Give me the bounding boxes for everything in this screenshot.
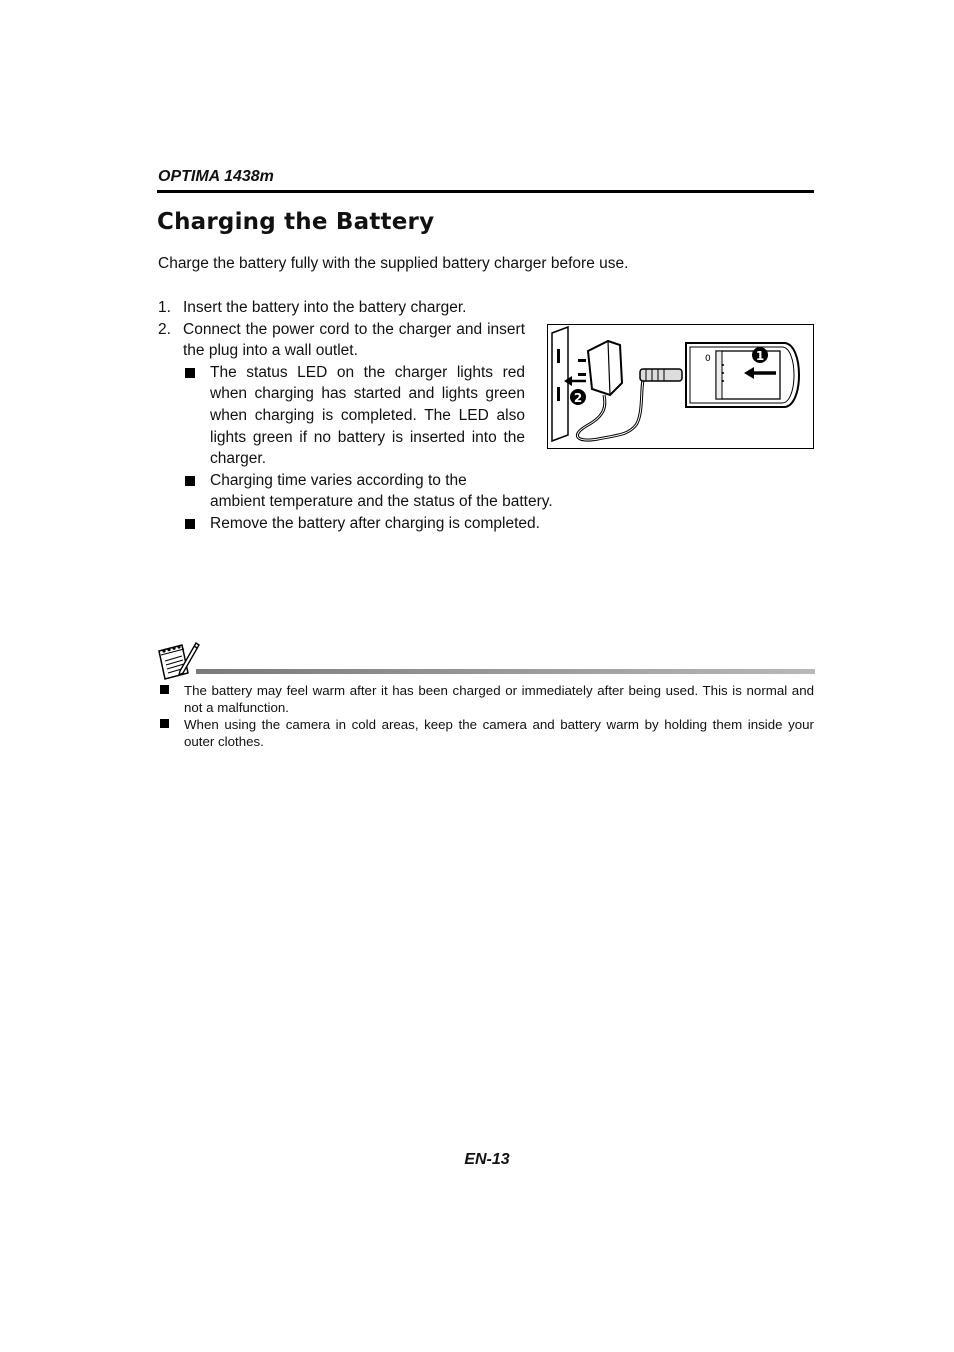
marker-2-label: 2 <box>573 391 583 405</box>
square-bullet-icon <box>185 368 195 378</box>
notes-list <box>158 682 814 750</box>
square-bullet-icon <box>185 476 195 486</box>
plug-prong <box>578 373 586 376</box>
page-number: EN-13 <box>464 1151 510 1168</box>
step-number: 1. <box>158 299 171 316</box>
step-item <box>158 319 525 362</box>
bullet-item <box>183 362 525 470</box>
square-bullet-icon <box>185 519 195 529</box>
bullet-item <box>183 470 610 513</box>
note-item <box>158 716 814 750</box>
page-title: Charging the Battery <box>157 209 435 235</box>
step-text: Insert the battery into the battery charger. <box>183 299 467 316</box>
note-divider <box>196 669 815 674</box>
square-bullet-icon <box>160 685 169 694</box>
note-icon <box>156 641 200 683</box>
steps-list <box>158 297 553 535</box>
outlet-slot <box>557 349 560 363</box>
battery-label: 0 <box>705 354 711 364</box>
step-item <box>158 297 525 319</box>
note-item <box>158 682 814 716</box>
header-rule <box>157 190 814 193</box>
charger-diagram <box>548 325 813 448</box>
intro-paragraph: Charge the battery fully with the supplied battery charger before use. <box>158 255 629 272</box>
charger-illustration <box>547 324 814 449</box>
step-number: 2. <box>158 320 171 338</box>
page-footer <box>0 1151 954 1169</box>
wall-outlet <box>552 327 568 441</box>
marker-1-label: 1 <box>755 349 765 363</box>
note-text: The battery may feel warm after it has been charged or immediately after being used. This is normal and not a malfunction. <box>184 683 814 715</box>
bullet-text: Charging time varies according to the ambient temperature and the status of the battery. <box>210 471 553 511</box>
square-bullet-icon <box>160 719 169 728</box>
plug-adapter <box>588 341 622 395</box>
bullet-text: Remove the battery after charging is completed. <box>210 514 540 532</box>
document-header-model: OPTIMA 1438m <box>158 168 274 185</box>
step-text: Connect the power cord to the charger and insert the plug into a wall outlet. <box>183 320 525 360</box>
bullet-text: The status LED on the charger lights red when charging has started and lights green when charging is completed. The LED also lights green if no battery is inserted into the charger. <box>210 363 525 468</box>
note-text: When using the camera in cold areas, keep the camera and battery warm by holding them inside your outer clothes. <box>184 717 814 749</box>
bullet-item <box>183 513 610 535</box>
plug-prong <box>578 359 586 362</box>
step-2-bullets <box>183 362 553 535</box>
outlet-slot <box>557 387 560 401</box>
